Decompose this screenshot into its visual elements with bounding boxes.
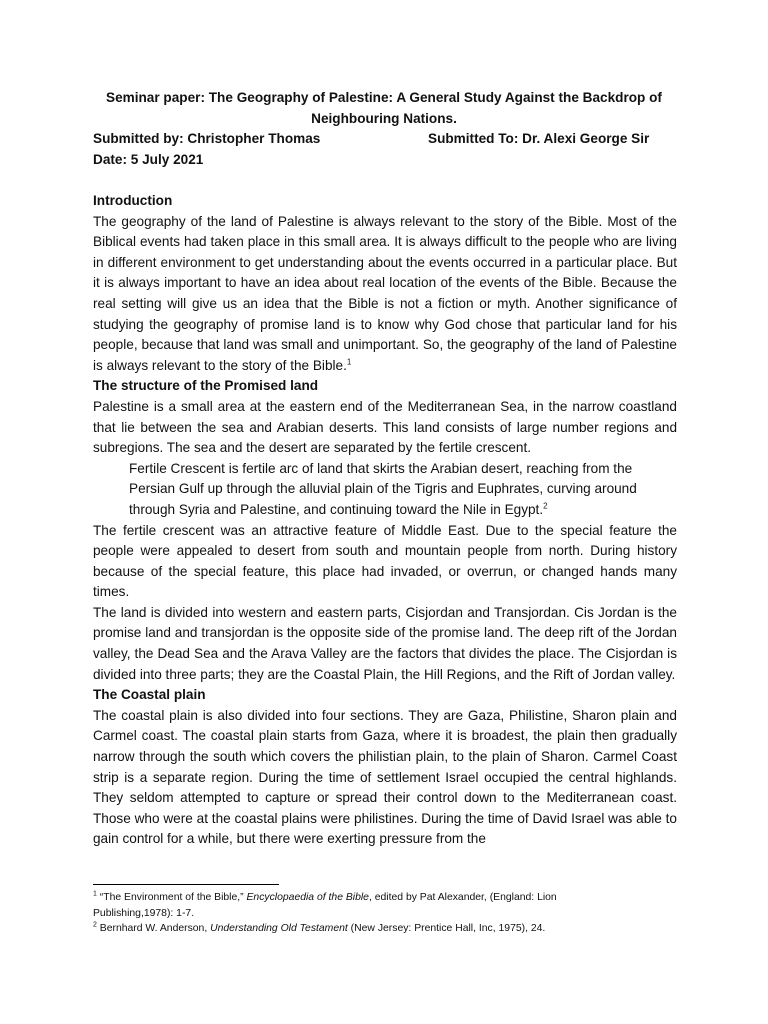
footnote-2-number: 2 bbox=[93, 921, 97, 929]
footnote-1-publication: , edited by Pat Alexander, (England: Lion Publishing,1978): 1-7. bbox=[93, 892, 557, 919]
footnote-1 bbox=[93, 890, 633, 921]
division-paragraph: The land is divided into western and eastern parts, Cisjordan and Transjordan. Cis Jordan is the promise land and transjordan is the opposite side of the promise land. The deep rift of the Jordan valley, the Dead Sea and the Arava Valley are the factors that divides the place. The Cisjordan is divided into three parts; they are the Coastal Plain, the Hill Regions, and the Rift of Jordan valley. bbox=[93, 604, 677, 682]
footnote-separator bbox=[93, 884, 279, 885]
footnote-2-text: Bernhard W. Anderson, bbox=[96, 923, 211, 934]
quote-text: Fertile Crescent is fertile arc of land that skirts the Arabian desert, reaching from the Persian Gulf up through the alluvial plain of the Tigris and Euphrates, curving around through Syria and Palestine, and continuing toward the Nile in Egypt. bbox=[129, 460, 637, 517]
block-quote bbox=[129, 459, 641, 521]
coastal-plain-heading: The Coastal plain bbox=[93, 687, 206, 703]
footnote-ref-2[interactable]: 2 bbox=[543, 501, 548, 511]
introduction-text: The geography of the land of Palestine is always relevant to the story of the Bible. Most of the Biblical events had taken place in this small area. It is always difficult to the people who are living in different environment to get understanding about the events occurred in a particular place. But it is always important to have an idea about real location of the events of the Bible. Because the real setting will give us an idea that the Bible is not a fiction or myth. Another significance of studying the geography of promise land is to know why God chose that particular land for his people, because that land was small and unimportant. So, the geography of the land of Palestine is always relevant to the story of the Bible. bbox=[93, 213, 677, 373]
coastal-plain-paragraph: The coastal plain is also divided into four sections. They are Gaza, Philistine, Sharon plain and Carmel coast. The coastal plain starts from Gaza, where it is broadest, the plain then gradually narrow through the south which covers the philistian plain, to the plain of Sharon. Carmel Coast strip is a separate region. During the time of settlement Israel occupied the central highlands. They seldom attempted to capture or spread their control down to the Mediterranean coast. Those who were at the coastal plains were philistines. During the time of David Israel was able to gain control for a while, but there were exerting pressure from the bbox=[93, 707, 677, 847]
footnote-1-number: 1 bbox=[93, 890, 97, 898]
footnote-1-text: “The Environment of the Bible,” bbox=[96, 892, 247, 903]
footnote-2-title: Understanding Old Testament bbox=[210, 923, 348, 934]
submitted-by: Submitted by: Christopher Thomas bbox=[93, 131, 321, 146]
introduction-heading: Introduction bbox=[93, 193, 173, 208]
footnotes bbox=[93, 890, 633, 937]
crescent-paragraph: The fertile crescent was an attractive feature of Middle East. Due to the special feature the people were appealed to desert from south and mountain people from north. During history because of the special feature, this place had invaded, or overrun, or changed hands many times. bbox=[93, 522, 677, 600]
structure-paragraph: Palestine is a small area at the eastern end of the Mediterranean Sea, in the narrow coastland that lie between the sea and Arabian deserts. This land consists of large number regions and subregions. The sea and the desert are separated by the fertile crescent. bbox=[93, 398, 677, 456]
paper-title: Seminar paper: The Geography of Palestine: A General Study Against the Backdrop of Neighbouring Nations. bbox=[106, 90, 662, 126]
footnote-ref-1[interactable]: 1 bbox=[346, 357, 352, 367]
structure-heading: The structure of the Promised land bbox=[93, 378, 319, 394]
introduction-paragraph bbox=[93, 212, 677, 377]
footnote-1-title: Encyclopaedia of the Bible bbox=[246, 892, 369, 903]
submitted-to: Submitted To: Dr. Alexi George Sir bbox=[428, 131, 650, 146]
footnote-2 bbox=[93, 921, 633, 937]
date-line: Date: 5 July 2021 bbox=[93, 152, 204, 167]
body-text bbox=[93, 191, 677, 850]
footnote-2-publication: (New Jersey: Prentice Hall, Inc, 1975), 24. bbox=[347, 923, 546, 934]
